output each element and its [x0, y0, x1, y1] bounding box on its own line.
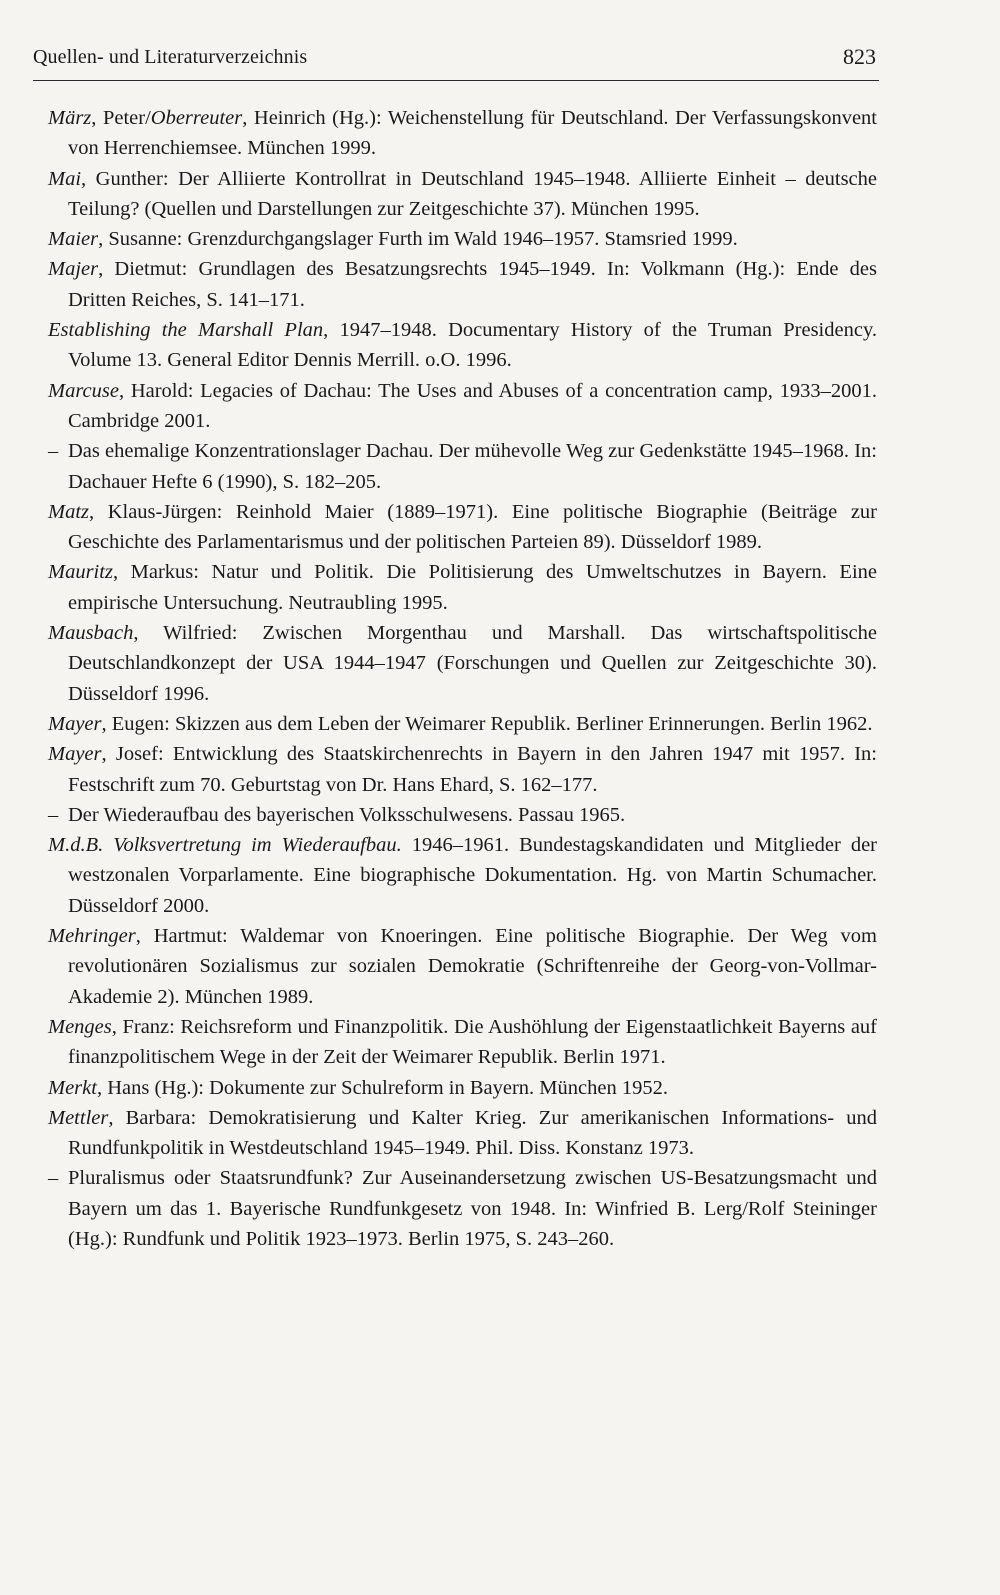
entry-text: , Heinrich (Hg.): Weichenstellung für Deutschland. Der Verfassungskonvent von Herrenchiemsee. München 1999. — [68, 107, 877, 160]
entry-text: , Josef: Entwicklung des Staatskirchenrechts in Bayern in den Jahren 1947 mit 1957. In: Festschrift zum 70. Geburtstag von Dr. Hans Ehard, S. 162–177. — [68, 743, 877, 796]
bibliography-entry — [48, 1103, 877, 1164]
bibliography-entry — [48, 497, 877, 558]
bibliography-subentry — [48, 1163, 877, 1254]
entry-title-italic: Establishing the Marshall Plan — [48, 319, 324, 342]
repeat-author-dash: – — [48, 440, 59, 463]
entry-author: Majer — [48, 258, 99, 281]
entry-text: , Peter/ — [91, 107, 151, 129]
entry-author: Menges — [48, 1015, 112, 1038]
bibliography-entry — [48, 103, 877, 164]
entry-text: Das ehemalige Konzentrationslager Dachau. Der mühevolle Weg zur Gedenkstätte 1945–1968. In: Dachauer Hefte 6 (1990), S. 182–205. — [68, 440, 877, 493]
bibliography-entry — [48, 830, 877, 921]
header-rule — [33, 80, 879, 81]
entry-author: Mai — [48, 167, 82, 190]
bibliography-entry — [48, 315, 877, 376]
entry-author: Mayer — [48, 712, 102, 735]
page-header — [33, 44, 879, 76]
entry-text: , 1947–1948. Documentary History of the Truman Presidency. Volume 13. General Editor Dennis Merrill. o.O. 1996. — [68, 319, 877, 372]
entry-text: , Hartmut: Waldemar von Knoeringen. Eine politische Biographie. Der Weg vom revolutionären Sozialismus zur sozialen Demokratie (Schriftenreihe der Georg-von-Vollmar-Akademie 2). München 1989. — [68, 925, 877, 1008]
repeat-author-dash: – — [48, 803, 59, 826]
entry-text: , Harold: Legacies of Dachau: The Uses and Abuses of a concentration camp, 1933–2001. Cambridge 2001. — [68, 379, 877, 432]
repeat-author-dash: – — [48, 1167, 59, 1190]
entry-text: , Hans (Hg.): Dokumente zur Schulreform in Bayern. München 1952. — [96, 1076, 668, 1099]
bibliography-entry — [48, 557, 877, 618]
entry-text: , Dietmut: Grundlagen des Besatzungsrechts 1945–1949. In: Volkmann (Hg.): Ende des Dritten Reiches, S. 141–171. — [68, 258, 877, 311]
bibliography-subentry — [48, 800, 877, 830]
entry-coauthor: Oberreuter — [150, 107, 243, 129]
bibliography-entry — [48, 164, 877, 225]
bibliography-entry — [48, 376, 877, 437]
entry-text: , Wilfried: Zwischen Morgenthau und Marshall. Das wirtschaftspolitische Deutschlandkonzept der USA 1944–1947 (Forschungen und Quellen zur Zeitgeschichte 30). Düsseldorf 1996. — [68, 622, 877, 705]
entry-text: , Eugen: Skizzen aus dem Leben der Weimarer Republik. Berliner Erinnerungen. Berlin 1962. — [101, 712, 873, 735]
entry-title-italic: M.d.B. Volksvertretung im Wiederaufbau. — [48, 834, 402, 857]
entry-text: , Markus: Natur und Politik. Die Politisierung des Umweltschutzes in Bayern. Eine empirische Untersuchung. Neutraubling 1995. — [68, 561, 877, 614]
bibliography-entry — [48, 224, 877, 254]
entry-author: Mettler — [48, 1106, 109, 1129]
entry-author: Maier — [48, 228, 99, 251]
entry-text: , Klaus-Jürgen: Reinhold Maier (1889–1971). Eine politische Biographie (Beiträge zur Geschichte des Parlamentarismus und der politischen Parteien 89). Düsseldorf 1989. — [68, 500, 877, 554]
entry-author: Mauritz — [48, 561, 113, 584]
entry-author: Mayer — [48, 743, 102, 766]
entry-text: Pluralismus oder Staatsrundfunk? Zur Auseinandersetzung zwischen US-Besatzungsmacht und Bayern um das 1. Bayerische Rundfunkgesetz von 1948. In: Winfried B. Lerg/Rolf Steininger (Hg.): Rundfunk und Politik 1923–1973. Berlin 1975, S. 243–260. — [68, 1167, 877, 1250]
bibliography-entry — [48, 1073, 877, 1103]
bibliography-entry — [48, 1012, 877, 1073]
entry-author: Mausbach — [48, 622, 134, 645]
bibliography-entry — [48, 254, 877, 315]
entry-author: März — [48, 107, 92, 129]
bibliography-entry — [48, 739, 877, 800]
entry-text: Der Wiederaufbau des bayerischen Volksschulwesens. Passau 1965. — [68, 803, 626, 826]
entry-author: Marcuse — [48, 379, 119, 402]
bibliography-list — [48, 103, 877, 1254]
page-number: 823 — [843, 44, 876, 69]
running-title: Quellen- und Literaturverzeichnis — [33, 46, 308, 68]
entry-author: Matz — [48, 500, 89, 523]
bibliography-entry — [48, 618, 877, 709]
bibliography-subentry — [48, 436, 877, 497]
entry-author: Mehringer — [48, 925, 136, 948]
entry-text: , Susanne: Grenzdurchgangslager Furth im Wald 1946–1957. Stamsried 1999. — [98, 228, 738, 251]
bibliography-entry — [48, 709, 877, 739]
entry-text: , Gunther: Der Alliierte Kontrollrat in Deutschland 1945–1948. Alliierte Einheit – deutsche Teilung? (Quellen und Darstellungen zur Zeitgeschichte 37). München 1995. — [68, 167, 877, 220]
entry-text: , Barbara: Demokratisierung und Kalter Krieg. Zur amerikanischen Informations- und Rundfunkpolitik in Westdeutschland 1945–1949. Phil. Diss. Konstanz 1973. — [68, 1106, 877, 1160]
bibliography-entry — [48, 921, 877, 1012]
entry-text: 1946–1961. Bundestagskandidaten und Mitglieder der westzonalen Vorparlamente. Eine biographische Dokumentation. Hg. von Martin Schumacher. Düsseldorf 2000. — [68, 834, 877, 917]
entry-text: , Franz: Reichsreform und Finanzpolitik. Die Aushöhlung der Eigenstaatlichkeit Bayerns auf finanzpolitischem Wege in der Zeit der Weimarer Republik. Berlin 1971. — [68, 1015, 877, 1069]
entry-author: Merkt — [48, 1076, 97, 1099]
